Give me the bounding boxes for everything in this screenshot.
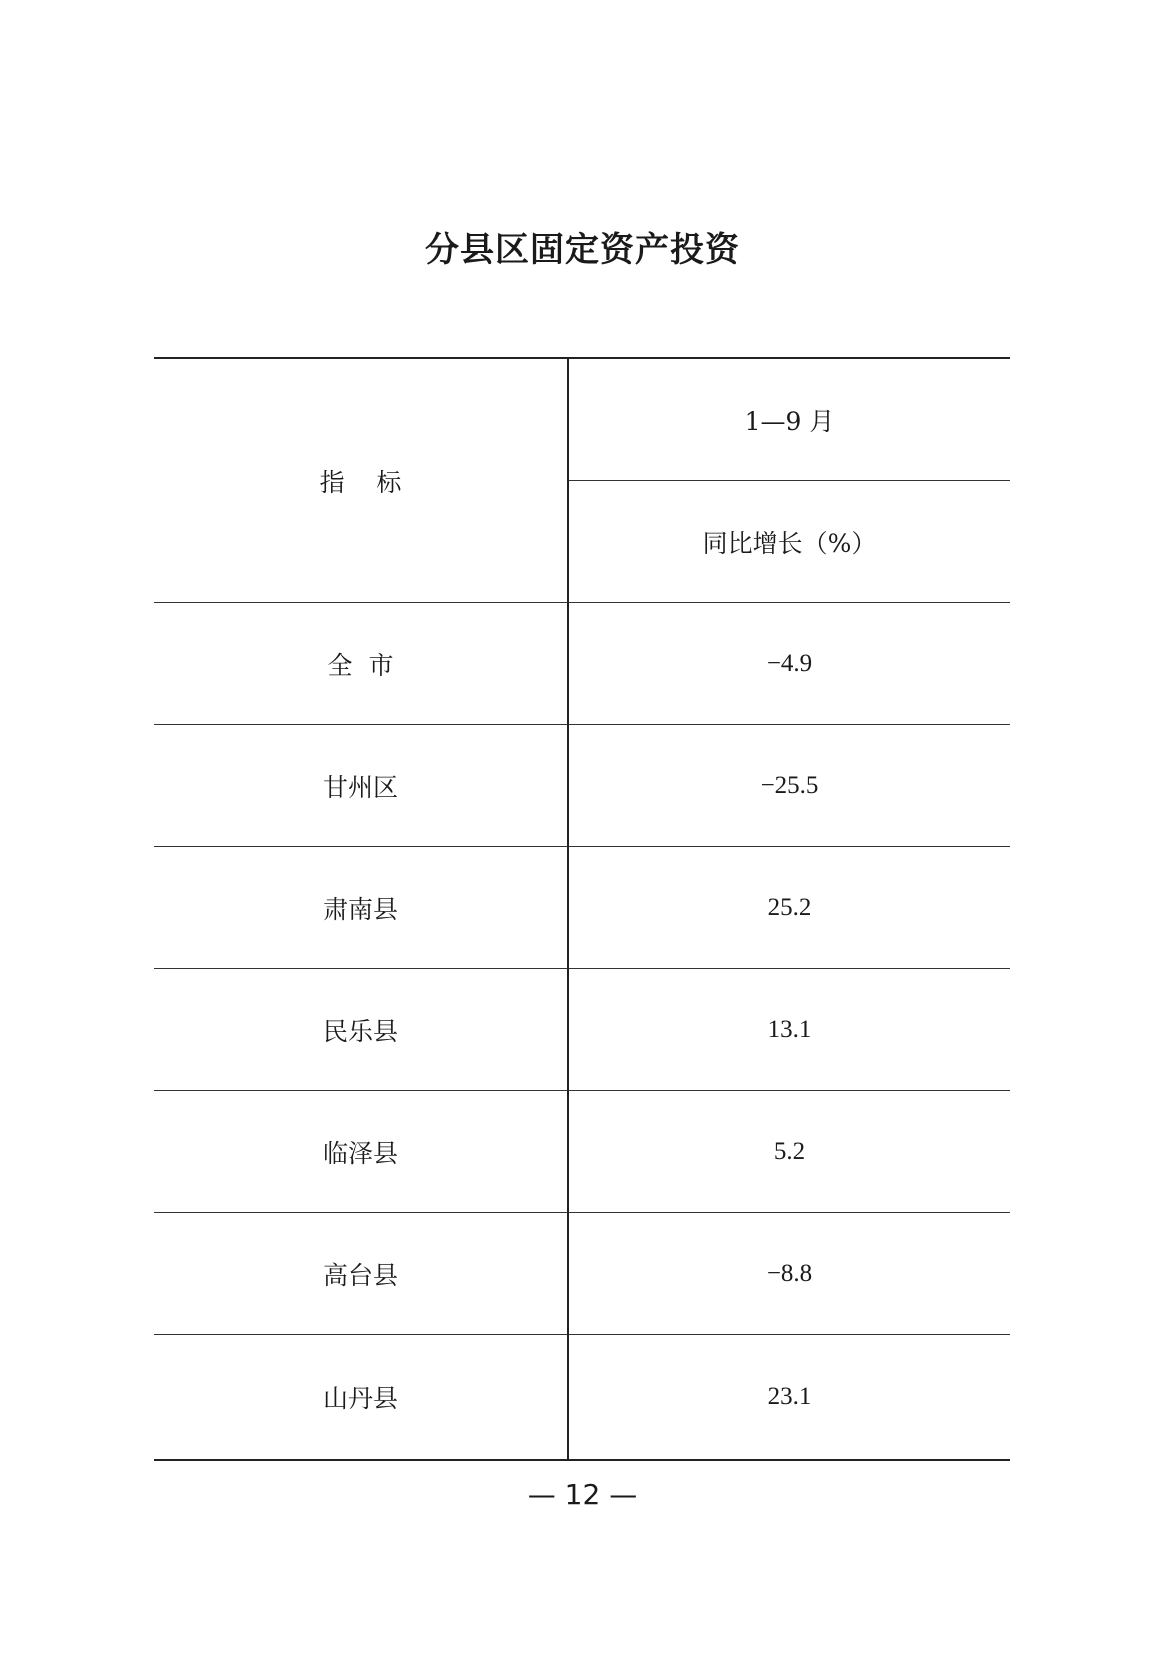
growth-value: −25.5 <box>568 725 1010 847</box>
statistics-table <box>154 357 1010 1461</box>
region-name: 甘州区 <box>154 725 568 847</box>
table-row <box>154 847 1010 969</box>
growth-value: −4.9 <box>568 603 1010 725</box>
measure-header: 同比增长（%） <box>568 481 1010 603</box>
table-row <box>154 725 1010 847</box>
page-title: 分县区固定资产投资 <box>425 230 740 270</box>
period-header: 1—9 月 <box>568 358 1010 481</box>
table-row <box>154 1335 1010 1461</box>
region-name: 民乐县 <box>154 969 568 1091</box>
table-row <box>154 1091 1010 1213</box>
indicator-header: 指 标 <box>154 358 568 603</box>
table-row <box>154 1213 1010 1335</box>
table-row <box>154 603 1010 725</box>
page-number: — 12 — <box>527 1478 638 1511</box>
region-name: 高台县 <box>154 1213 568 1335</box>
region-name: 肃南县 <box>154 847 568 969</box>
growth-value: −8.8 <box>568 1213 1010 1335</box>
growth-value: 25.2 <box>568 847 1010 969</box>
region-name: 全 市 <box>154 603 568 725</box>
table-header-row <box>154 358 1010 481</box>
growth-value: 23.1 <box>568 1335 1010 1461</box>
region-name: 临泽县 <box>154 1091 568 1213</box>
region-name: 山丹县 <box>154 1335 568 1461</box>
growth-value: 5.2 <box>568 1091 1010 1213</box>
table-row <box>154 969 1010 1091</box>
growth-value: 13.1 <box>568 969 1010 1091</box>
